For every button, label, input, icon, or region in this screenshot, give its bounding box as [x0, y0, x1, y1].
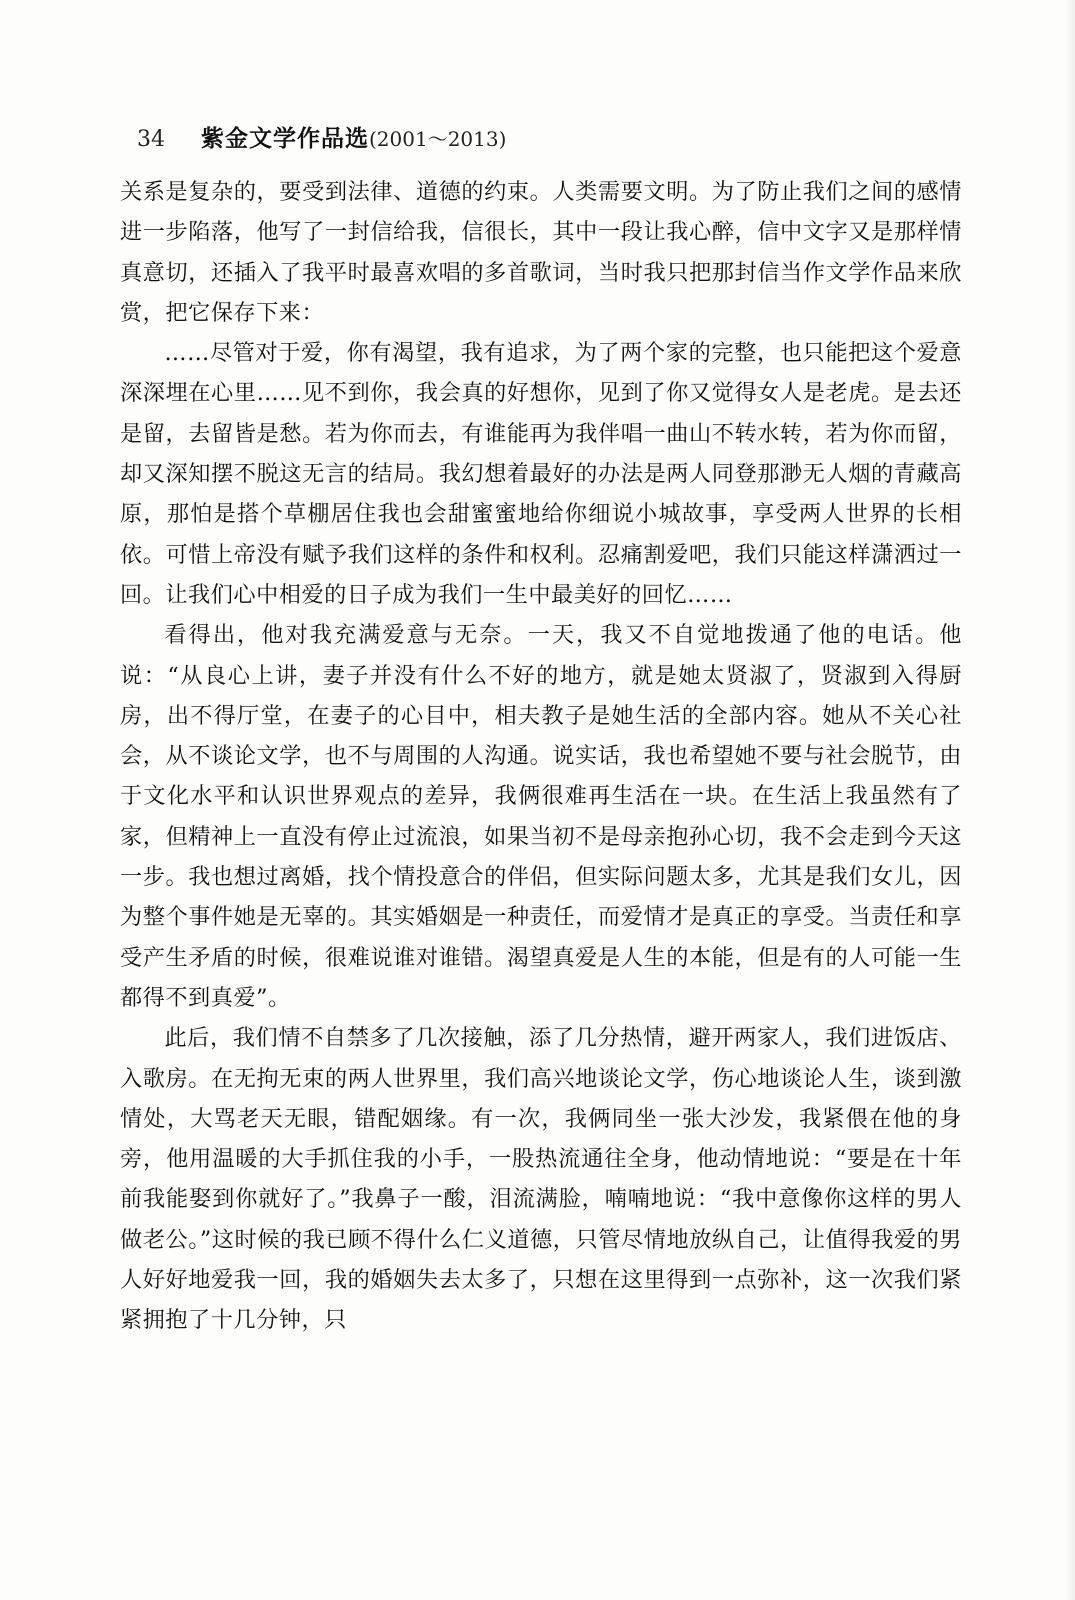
paragraph-quoted-letter: ……尽管对于爱，你有渴望，我有追求，为了两个家的完整，也只能把这个爱意深深埋在心里……见不到你，我会真的好想你，见到了你又觉得女人是老虎。是去还是留，去留皆是愁。若为你而去，有谁能再为我伴唱一曲山不转水转，若为你而留，却又深知摆不脱这无言的结局。我幻想着最好的办法是两人同登那渺无人烟的青藏高原，那怕是搭个草棚居住我也会甜蜜蜜地给你细说小城故事，享受两人世界的长相依。可惜上帝没有赋予我们这样的条件和权利。忍痛割爱吧，我们只能这样潇洒过一回。让我们心中相爱的日子成为我们一生中最美好的回忆……: [120, 340, 962, 608]
page-number: 34: [137, 127, 165, 152]
page-edge-shadow: [1065, 0, 1075, 1600]
paragraph: 看得出，他对我充满爱意与无奈。一天，我又不自觉地拨通了他的电话。他说：“从良心上讲，妻子并没有什么不好的地方，就是她太贤淑了，贤淑到入得厨房，出不得厅堂，在妻子的心目中，相夫教子是她生活的全部内容。她从不关心社会，从不谈论文学，也不与周围的人沟通。说实话，我也希望她不要与社会脱节，由于文化水平和认识世界观点的差异，我俩很难再生活在一块。在生活上我虽然有了家，但精神上一直没有停止过流浪，如果当初不是母亲抱孙心切，我不会走到今天这一步。我也想过离婚，找个情投意合的伴侣，但实际问题太多，尤其是我们女儿，因为整个事件她是无辜的。其实婚姻是一种责任，而爱情才是真正的享受。当责任和享受产生矛盾的时候，很难说谁对谁错。渴望真爱是人生的本能，但是有的人可能一生都得不到真爱”。: [120, 622, 962, 1011]
paragraph: 关系是复杂的，要受到法律、道德的约束。人类需要文明。为了防止我们之间的感情进一步陷落，他写了一封信给我，信很长，其中一段让我心醉，信中文字又是那样情真意切，还插入了我平时最喜欢唱的多首歌词，当时我只把那封信当作文学作品来欣赏，把它保存下来：: [120, 179, 962, 326]
running-header: [137, 120, 506, 156]
paragraph: 此后，我们情不自禁多了几次接触，添了几分热情，避开两家人，我们进饭店、入歌房。在无拘无束的两人世界里，我们高兴地谈论文学，伤心地谈论人生，谈到激情处，大骂老天无眼，错配姻缘。有一次，我俩同坐一张大沙发，我紧偎在他的身旁，他用温暖的大手抓住我的小手，一股热流通往全身，他动情地说：“要是在十年前我能娶到你就好了。”我鼻子一酸，泪流满脸，喃喃地说：“我中意像你这样的男人做老公。”这时候的我已顾不得什么仁义道德，只管尽情地放纵自己，让值得我爱的男人好好地爱我一回，我的婚姻失去太多了，只想在这里得到一点弥补，这一次我们紧紧拥抱了十几分钟，只: [120, 1025, 962, 1334]
book-years: (2001～2013): [369, 127, 507, 151]
book-title: 紫金文学作品选: [201, 126, 369, 152]
body-text: [120, 172, 962, 1341]
